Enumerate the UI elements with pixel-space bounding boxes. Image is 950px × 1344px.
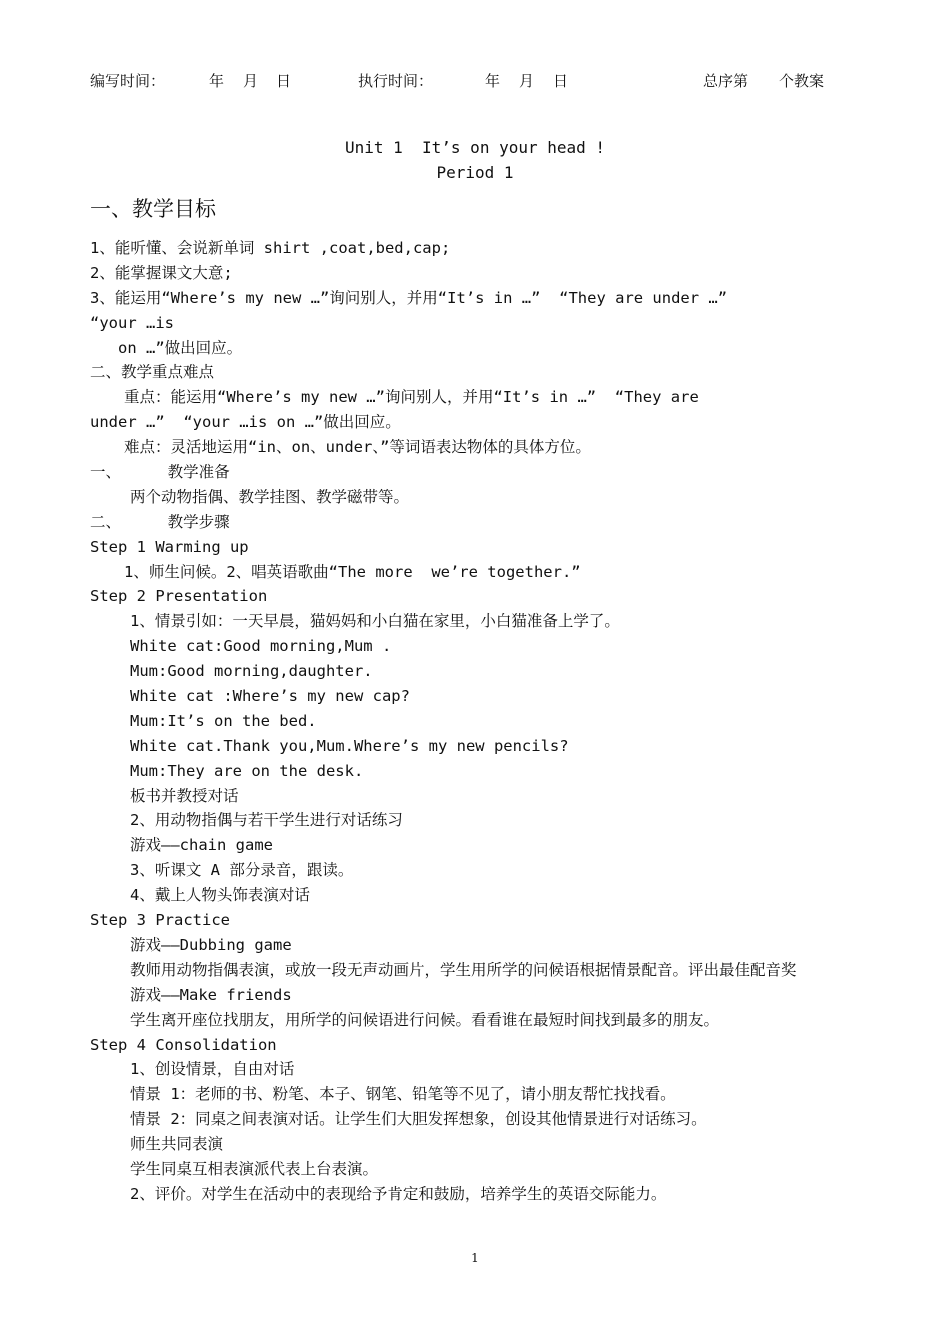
- step-text: 3、听课文 A 部分录音，跟读。: [130, 861, 354, 880]
- exec-time-day: 日: [553, 72, 569, 90]
- document-body: [90, 236, 865, 1207]
- objective-item: 1、能听懂、会说新单词 shirt ,coat,bed,cap;: [90, 239, 451, 257]
- exec-time-label: 执行时间：: [358, 72, 434, 90]
- write-time-label: 编写时间：: [90, 72, 166, 90]
- step-text: 2、评价。对学生在活动中的表现给予肯定和鼓励，培养学生的英语交际能力。: [130, 1184, 667, 1203]
- order-label: 总序第: [703, 72, 749, 90]
- step-text: 学生同桌互相表演派代表上台表演。: [130, 1159, 379, 1178]
- objective-item: “your …is: [90, 313, 174, 332]
- exec-time-month: 月: [519, 72, 535, 90]
- dialogue-line: White cat.Thank you,Mum.Where’s my new pencils?: [130, 736, 569, 755]
- plan-label: 个教案: [779, 72, 825, 90]
- game-description: 学生离开座位找朋友，用所学的问候语进行问候。看看谁在最短时间找到最多的朋友。: [130, 1010, 720, 1029]
- dialogue-line: White cat :Where’s my new cap?: [130, 687, 410, 706]
- step-text: 情景 2：同桌之间表演对话。让学生们大胆发挥想象，创设其他情景进行对话练习。: [130, 1110, 707, 1129]
- step-heading: Step 2 Presentation: [90, 587, 268, 606]
- step-text: 游戏——chain game: [130, 836, 273, 855]
- step-heading: Step 1 Warming up: [90, 537, 249, 556]
- preparation-text: 两个动物指偶、教学挂图、教学磁带等。: [130, 487, 410, 506]
- dialogue-line: Mum:It’s on the bed.: [130, 711, 317, 730]
- step-text: 1、情景引如：一天早晨，猫妈妈和小白猫在家里，小白猫准备上学了。: [130, 612, 620, 631]
- section-heading-objectives: 一、教学目标: [90, 197, 216, 221]
- step-heading: Step 4 Consolidation: [90, 1035, 277, 1054]
- step-text: 1、师生问候。2、唱英语歌曲“The more we’re together.”: [124, 562, 581, 581]
- dialogue-line: Mum:Good morning,daughter.: [130, 662, 373, 681]
- objective-item: on …”做出回应。: [118, 338, 243, 357]
- step-heading: Step 3 Practice: [90, 911, 230, 930]
- unit-title: Unit 1 It’s on your head !: [344, 138, 606, 157]
- key-point-text: 重点：能运用“Where’s my new …”询问别人，并用“It’s in …” “They are: [124, 388, 699, 407]
- game-title: 游戏——Make friends: [130, 985, 292, 1004]
- key-point-text: under …” “your …is on …”做出回应。: [90, 413, 401, 432]
- difficult-point-text: 难点：灵活地运用“in、on、under、”等词语表达物体的具体方位。: [124, 438, 591, 457]
- page-number: 1: [471, 1251, 479, 1265]
- write-time-year: 年: [209, 72, 225, 90]
- write-time-day: 日: [276, 72, 292, 90]
- dialogue-line: Mum:They are on the desk.: [130, 761, 364, 780]
- objective-item: 2、能掌握课文大意;: [90, 263, 233, 282]
- write-time-month: 月: [243, 72, 259, 90]
- game-title: 游戏——Dubbing game: [130, 935, 292, 954]
- step-text: 情景 1：老师的书、粉笔、本子、钢笔、铅笔等不见了，请小朋友帮忙找找看。: [130, 1085, 676, 1104]
- step-text: 板书并教授对话: [130, 786, 239, 805]
- section-heading-key-points: 二、教学重点难点: [90, 363, 215, 382]
- section-heading-preparation: 一、 教学准备: [90, 463, 230, 482]
- step-text: 4、戴上人物头饰表演对话: [130, 886, 310, 905]
- objective-item: 3、能运用“Where’s my new …”询问别人，并用“It’s in …” “They are under …”: [90, 288, 728, 307]
- step-text: 2、用动物指偶与若干学生进行对话练习: [130, 811, 403, 830]
- section-heading-steps: 二、 教学步骤: [90, 512, 230, 531]
- document-header: [0, 70, 950, 92]
- step-text: 师生共同表演: [130, 1135, 224, 1154]
- exec-time-year: 年: [485, 72, 501, 90]
- step-text: 1、创设情景，自由对话: [130, 1060, 295, 1079]
- dialogue-line: White cat:Good morning,Mum .: [130, 637, 392, 656]
- period-title: Period 1: [436, 163, 514, 182]
- game-description: 教师用动物指偶表演，或放一段无声动画片，学生用所学的问候语根据情景配音。评出最佳配音奖: [130, 960, 797, 979]
